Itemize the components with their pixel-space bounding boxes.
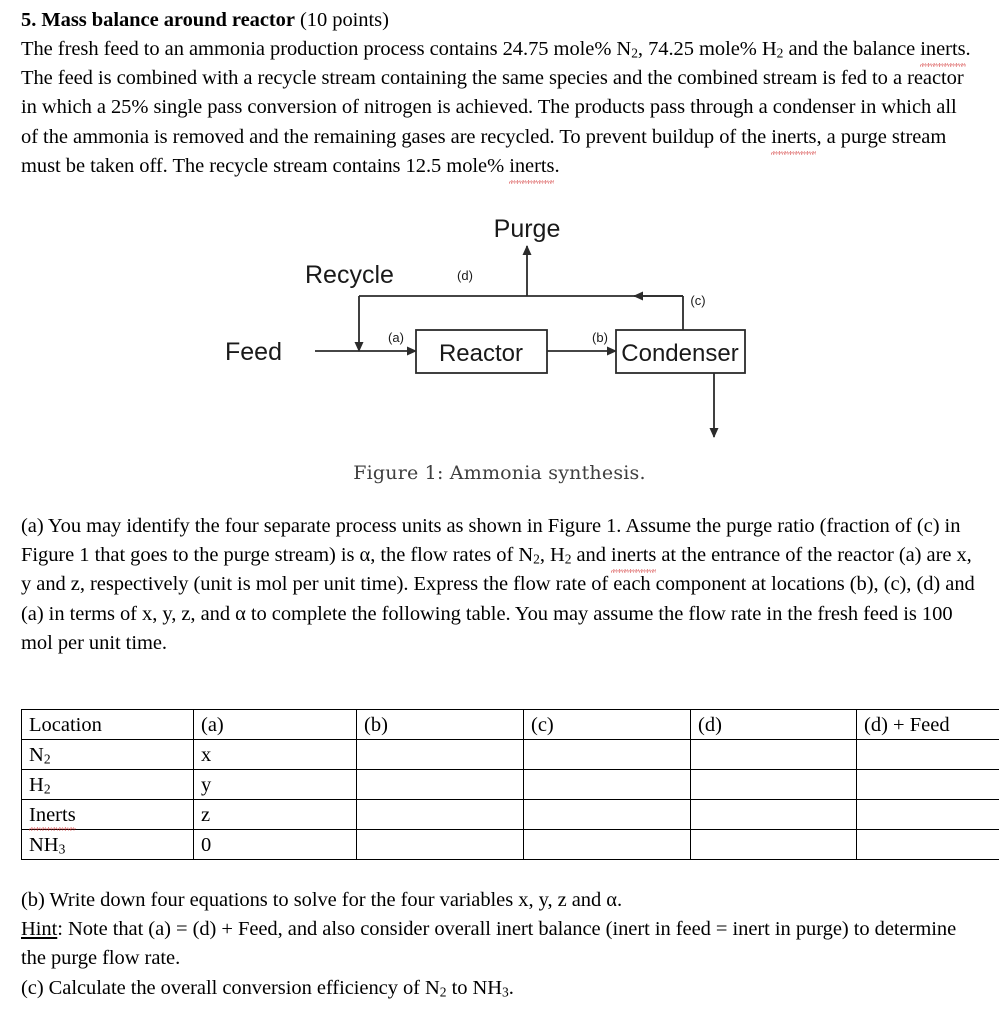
stream-c-label: (c)	[690, 293, 706, 308]
table-cell-h2-a[interactable]: y	[194, 770, 357, 800]
table-cell-n2-d-plus-feed[interactable]	[857, 740, 999, 770]
table-header-row	[22, 710, 999, 740]
table-row	[22, 740, 999, 770]
table-row	[22, 770, 999, 800]
table-row-label-h2	[22, 770, 194, 800]
table-row	[22, 800, 999, 830]
part-a-segment-4: at the entrance of the reactor (a) are x, y and z, respectively (unit is mol per unit time). Express the flow rate of each component at locations (b), (c), (d) and (a) in terms of x, y, z, and α to complete the following table. You may assume the flow rate in the fresh feed is 100 mol per unit time.	[21, 544, 975, 654]
stream-d-label: (d)	[457, 268, 473, 283]
table-cell-inerts-d[interactable]	[691, 800, 857, 830]
table-cell-h2-d-plus-feed[interactable]	[857, 770, 999, 800]
misspelled-word-inerts: inerts	[509, 152, 554, 181]
table-cell-nh3-a[interactable]: 0	[194, 830, 357, 860]
table-cell-inerts-a[interactable]: z	[194, 800, 357, 830]
table-row-label-inerts	[22, 800, 194, 830]
table-header-location: Location	[22, 710, 194, 740]
part-c-segment-1: (c) Calculate the overall conversion efficiency of N	[21, 976, 440, 999]
flow-rate-table	[21, 709, 999, 860]
table-cell-h2-d[interactable]	[691, 770, 857, 800]
question-parts-b-c	[21, 886, 976, 1003]
problem-statement	[21, 35, 976, 181]
intro-segment-1: The fresh feed to an ammonia production process contains 24.75 mole% N	[21, 38, 632, 60]
table-header-c: (c)	[524, 710, 691, 740]
part-a-segment-2: , H	[539, 544, 565, 567]
intro-subscript-1: 2	[631, 45, 638, 61]
row-label-text: H	[29, 773, 44, 796]
row-label-subscript: 2	[43, 780, 51, 796]
table-cell-n2-c[interactable]	[524, 740, 691, 770]
table-cell-nh3-c[interactable]	[524, 830, 691, 860]
part-b-line: (b) Write down four equations to solve for the four variables x, y, z and α.	[21, 889, 623, 911]
table-cell-n2-b[interactable]	[357, 740, 524, 770]
part-a-segment-3: and	[571, 544, 612, 567]
misspelled-word-inerts: inerts	[771, 123, 816, 152]
intro-segment-4: . The feed is combined with a recycle stream containing the same species and the combined stream is fed to a reactor in which a 25% single pass conversion of nitrogen is achieved. The products pass through a condenser in which all of the ammonia is removed and the remaining gases are recycled. To prevent buildup of the	[21, 38, 971, 148]
intro-subscript-2: 2	[776, 45, 784, 61]
hint-body: : Note that (a) = (d) + Feed, and also consider overall inert balance (inert in feed = inert in purge) to determine the purge flow rate.	[21, 918, 957, 970]
part-c-segment-2: to NH	[446, 976, 503, 999]
part-a-subscript-2: 2	[564, 551, 572, 567]
purge-label: Purge	[493, 215, 561, 243]
misspelled-word-inerts: inerts	[920, 35, 965, 64]
part-c-subscript-2: 3	[502, 984, 509, 1000]
intro-segment-6: .	[554, 154, 560, 177]
table-cell-nh3-d-plus-feed[interactable]	[857, 830, 999, 860]
problem-title-heading: 5. Mass balance around reactor	[21, 9, 295, 31]
intro-segment-2: , 74.25 mole% H	[637, 38, 777, 60]
process-flow-diagram	[0, 210, 999, 500]
misspelled-word-inerts: inerts	[611, 541, 656, 570]
misspelled-word-inerts: Inerts	[29, 803, 76, 826]
row-label-text: NH	[29, 833, 59, 856]
question-part-a	[21, 512, 976, 658]
row-label-subscript: 2	[43, 750, 51, 766]
stream-a-label: (a)	[388, 330, 404, 345]
intro-segment-5: , a purge stream must be taken off. The recycle stream contains 12.5 mole%	[21, 125, 947, 177]
table-cell-h2-c[interactable]	[524, 770, 691, 800]
table-header-d: (d)	[691, 710, 857, 740]
table-cell-nh3-b[interactable]	[357, 830, 524, 860]
condenser-label: Condenser	[621, 340, 739, 367]
reactor-label: Reactor	[438, 340, 524, 367]
problem-title-points: (10 points)	[294, 9, 389, 31]
table-cell-inerts-b[interactable]	[357, 800, 524, 830]
table-cell-h2-b[interactable]	[357, 770, 524, 800]
table-cell-n2-a[interactable]: x	[194, 740, 357, 770]
table-cell-n2-d[interactable]	[691, 740, 857, 770]
part-a-segment-1: (a) You may identify the four separate process units as shown in Figure 1. Assume the purge ratio (fraction of (c) in Figure 1 that goes to the purge stream) is α, the flow rates of N	[21, 515, 961, 567]
row-label-text: N	[29, 743, 44, 766]
table-header-b: (b)	[357, 710, 524, 740]
feed-label: Feed	[225, 338, 282, 366]
recycle-label: Recycle	[305, 261, 394, 289]
row-label-subscript: 3	[58, 840, 66, 856]
table-cell-inerts-c[interactable]	[524, 800, 691, 830]
table-cell-nh3-d[interactable]	[691, 830, 857, 860]
stream-b-label: (b)	[592, 330, 608, 345]
part-a-subscript-1: 2	[533, 551, 540, 567]
problem-title	[21, 6, 971, 35]
table-row-label-n2	[22, 740, 194, 770]
table-header-a: (a)	[194, 710, 357, 740]
table-row-label-nh3	[22, 830, 194, 860]
table-header-d-plus-feed: (d) + Feed	[857, 710, 999, 740]
part-c-segment-3: .	[508, 976, 514, 999]
table-row	[22, 830, 999, 860]
hint-label: Hint	[21, 918, 58, 941]
figure-caption: Figure 1: Ammonia synthesis.	[353, 462, 646, 484]
part-c-subscript-1: 2	[439, 984, 447, 1000]
table-cell-inerts-d-plus-feed[interactable]	[857, 800, 999, 830]
intro-segment-3: and the balance	[783, 38, 921, 60]
